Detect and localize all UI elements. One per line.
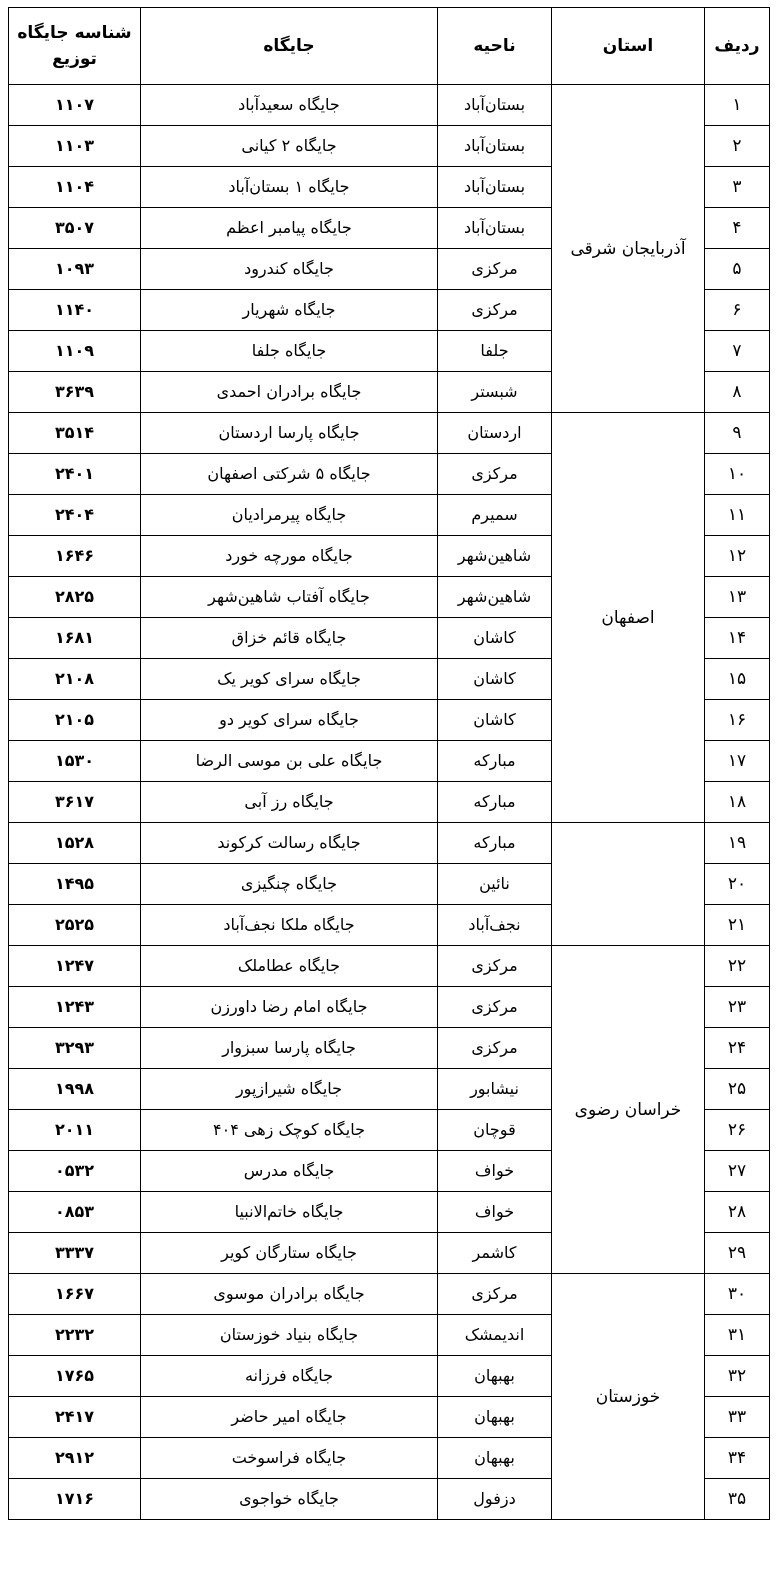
district-cell: نائین <box>438 864 552 905</box>
district-cell: بستان‌آباد <box>438 126 552 167</box>
station-cell: جایگاه برادران احمدی <box>141 372 438 413</box>
row-number-cell: ۲۲ <box>705 946 770 987</box>
station-cell: جایگاه سعیدآباد <box>141 85 438 126</box>
code-cell: ۱۶۸۱ <box>9 618 141 659</box>
row-number-cell: ۲۳ <box>705 987 770 1028</box>
row-number-cell: ۱۶ <box>705 700 770 741</box>
code-cell: ۰۸۵۳ <box>9 1192 141 1233</box>
code-cell: ۲۸۲۵ <box>9 577 141 618</box>
code-cell: ۲۴۰۱ <box>9 454 141 495</box>
district-cell: خواف <box>438 1151 552 1192</box>
station-cell: جایگاه خاتم‌الانبیا <box>141 1192 438 1233</box>
district-cell: بستان‌آباد <box>438 85 552 126</box>
row-number-cell: ۳۰ <box>705 1274 770 1315</box>
station-cell: جایگاه پیامبر اعظم <box>141 208 438 249</box>
row-number-cell: ۱۰ <box>705 454 770 495</box>
code-cell: ۱۴۹۵ <box>9 864 141 905</box>
station-cell: جایگاه فراسوخت <box>141 1438 438 1479</box>
station-cell: جایگاه ملکا نجف‌آباد <box>141 905 438 946</box>
code-cell: ۲۱۰۸ <box>9 659 141 700</box>
row-number-cell: ۳۴ <box>705 1438 770 1479</box>
row-number-cell: ۱۲ <box>705 536 770 577</box>
code-cell: ۳۶۱۷ <box>9 782 141 823</box>
header-code: شناسه جایگاه توزیع <box>9 8 141 85</box>
header-station: جایگاه <box>141 8 438 85</box>
row-number-cell: ۱ <box>705 85 770 126</box>
station-cell: جایگاه شیرازپور <box>141 1069 438 1110</box>
district-cell: مبارکه <box>438 823 552 864</box>
code-cell: ۱۷۱۶ <box>9 1479 141 1520</box>
district-cell: دزفول <box>438 1479 552 1520</box>
row-number-cell: ۳ <box>705 167 770 208</box>
code-cell: ۲۰۱۱ <box>9 1110 141 1151</box>
row-number-cell: ۸ <box>705 372 770 413</box>
code-cell: ۲۹۱۲ <box>9 1438 141 1479</box>
row-number-cell: ۲ <box>705 126 770 167</box>
row-number-cell: ۴ <box>705 208 770 249</box>
station-cell: جایگاه کندرود <box>141 249 438 290</box>
row-number-cell: ۲۸ <box>705 1192 770 1233</box>
province-cell <box>552 823 705 946</box>
district-cell: مرکزی <box>438 987 552 1028</box>
district-cell: اردستان <box>438 413 552 454</box>
table-row <box>9 85 770 126</box>
row-number-cell: ۱۸ <box>705 782 770 823</box>
code-cell: ۳۵۱۴ <box>9 413 141 454</box>
code-cell: ۲۴۱۷ <box>9 1397 141 1438</box>
row-number-cell: ۱۳ <box>705 577 770 618</box>
district-cell: قوچان <box>438 1110 552 1151</box>
code-cell: ۳۲۹۳ <box>9 1028 141 1069</box>
district-cell: جلفا <box>438 331 552 372</box>
station-cell: جایگاه ۱ بستان‌آباد <box>141 167 438 208</box>
row-number-cell: ۲۷ <box>705 1151 770 1192</box>
header-row-number: ردیف <box>705 8 770 85</box>
district-cell: خواف <box>438 1192 552 1233</box>
district-cell: بهبهان <box>438 1356 552 1397</box>
code-cell: ۱۵۳۰ <box>9 741 141 782</box>
station-cell: جایگاه ستارگان کویر <box>141 1233 438 1274</box>
district-cell: بستان‌آباد <box>438 167 552 208</box>
row-number-cell: ۲۶ <box>705 1110 770 1151</box>
station-cell: جایگاه ۵ شرکتی اصفهان <box>141 454 438 495</box>
row-number-cell: ۲۱ <box>705 905 770 946</box>
station-cell: جایگاه آفتاب شاهین‌شهر <box>141 577 438 618</box>
table-row <box>9 1274 770 1315</box>
station-cell: جایگاه رسالت کرکوند <box>141 823 438 864</box>
district-cell: کاشان <box>438 659 552 700</box>
district-cell: مرکزی <box>438 946 552 987</box>
row-number-cell: ۵ <box>705 249 770 290</box>
station-cell: جایگاه بنیاد خوزستان <box>141 1315 438 1356</box>
row-number-cell: ۱۵ <box>705 659 770 700</box>
code-cell: ۱۲۴۷ <box>9 946 141 987</box>
station-cell: جایگاه رز آبی <box>141 782 438 823</box>
row-number-cell: ۱۴ <box>705 618 770 659</box>
code-cell: ۱۵۲۸ <box>9 823 141 864</box>
code-cell: ۳۶۳۹ <box>9 372 141 413</box>
district-cell: بستان‌آباد <box>438 208 552 249</box>
station-cell: جایگاه خواجوی <box>141 1479 438 1520</box>
district-cell: شاهین‌شهر <box>438 577 552 618</box>
station-cell: جایگاه علی بن موسی الرضا <box>141 741 438 782</box>
station-cell: جایگاه قائم خزاق <box>141 618 438 659</box>
district-cell: نجف‌آباد <box>438 905 552 946</box>
district-cell: کاشمر <box>438 1233 552 1274</box>
code-cell: ۱۱۰۴ <box>9 167 141 208</box>
province-cell: خراسان رضوی <box>552 946 705 1274</box>
stations-table <box>8 7 770 1520</box>
station-cell: جایگاه کوچک زهی ۴۰۴ <box>141 1110 438 1151</box>
code-cell: ۱۶۶۷ <box>9 1274 141 1315</box>
district-cell: کاشان <box>438 700 552 741</box>
row-number-cell: ۱۷ <box>705 741 770 782</box>
station-cell: جایگاه برادران موسوی <box>141 1274 438 1315</box>
station-cell: جایگاه چنگیزی <box>141 864 438 905</box>
header-province: استان <box>552 8 705 85</box>
table-body <box>9 85 770 1520</box>
district-cell: شاهین‌شهر <box>438 536 552 577</box>
code-cell: ۱۶۴۶ <box>9 536 141 577</box>
station-cell: جایگاه ۲ کیانی <box>141 126 438 167</box>
row-number-cell: ۱۱ <box>705 495 770 536</box>
table-row <box>9 946 770 987</box>
code-cell: ۲۱۰۵ <box>9 700 141 741</box>
station-cell: جایگاه سرای کویر یک <box>141 659 438 700</box>
code-cell: ۱۹۹۸ <box>9 1069 141 1110</box>
station-cell: جایگاه پارسا سبزوار <box>141 1028 438 1069</box>
row-number-cell: ۹ <box>705 413 770 454</box>
province-cell: اصفهان <box>552 413 705 823</box>
row-number-cell: ۳۳ <box>705 1397 770 1438</box>
row-number-cell: ۲۰ <box>705 864 770 905</box>
district-cell: نیشابور <box>438 1069 552 1110</box>
station-cell: جایگاه امام رضا داورزن <box>141 987 438 1028</box>
district-cell: مرکزی <box>438 1274 552 1315</box>
row-number-cell: ۲۹ <box>705 1233 770 1274</box>
code-cell: ۱۷۶۵ <box>9 1356 141 1397</box>
station-cell: جایگاه سرای کویر دو <box>141 700 438 741</box>
code-cell: ۳۵۰۷ <box>9 208 141 249</box>
district-cell: اندیمشک <box>438 1315 552 1356</box>
code-cell: ۲۵۲۵ <box>9 905 141 946</box>
province-cell: آذربایجان شرقی <box>552 85 705 413</box>
province-cell: خوزستان <box>552 1274 705 1520</box>
station-cell: جایگاه پارسا اردستان <box>141 413 438 454</box>
row-number-cell: ۷ <box>705 331 770 372</box>
station-cell: جایگاه فرزانه <box>141 1356 438 1397</box>
district-cell: بهبهان <box>438 1438 552 1479</box>
district-cell: مرکزی <box>438 249 552 290</box>
code-cell: ۱۱۰۹ <box>9 331 141 372</box>
code-cell: ۲۴۰۴ <box>9 495 141 536</box>
code-cell: ۱۲۴۳ <box>9 987 141 1028</box>
code-cell: ۱۱۴۰ <box>9 290 141 331</box>
district-cell: کاشان <box>438 618 552 659</box>
district-cell: مبارکه <box>438 782 552 823</box>
row-number-cell: ۲۴ <box>705 1028 770 1069</box>
station-cell: جایگاه امیر حاضر <box>141 1397 438 1438</box>
district-cell: شبستر <box>438 372 552 413</box>
district-cell: مرکزی <box>438 1028 552 1069</box>
district-cell: بهبهان <box>438 1397 552 1438</box>
row-number-cell: ۳۲ <box>705 1356 770 1397</box>
station-cell: جایگاه جلفا <box>141 331 438 372</box>
table-row <box>9 413 770 454</box>
code-cell: ۲۲۳۲ <box>9 1315 141 1356</box>
table-row <box>9 823 770 864</box>
station-cell: جایگاه شهریار <box>141 290 438 331</box>
district-cell: سمیرم <box>438 495 552 536</box>
code-cell: ۳۳۳۷ <box>9 1233 141 1274</box>
district-cell: مرکزی <box>438 454 552 495</box>
table-header-row <box>9 8 770 85</box>
station-cell: جایگاه پیرمرادیان <box>141 495 438 536</box>
station-cell: جایگاه مورچه خورد <box>141 536 438 577</box>
station-cell: جایگاه مدرس <box>141 1151 438 1192</box>
row-number-cell: ۳۱ <box>705 1315 770 1356</box>
district-cell: مرکزی <box>438 290 552 331</box>
code-cell: ۰۵۳۲ <box>9 1151 141 1192</box>
code-cell: ۱۱۰۷ <box>9 85 141 126</box>
row-number-cell: ۲۵ <box>705 1069 770 1110</box>
code-cell: ۱۱۰۳ <box>9 126 141 167</box>
station-cell: جایگاه عطاملک <box>141 946 438 987</box>
row-number-cell: ۶ <box>705 290 770 331</box>
row-number-cell: ۱۹ <box>705 823 770 864</box>
row-number-cell: ۳۵ <box>705 1479 770 1520</box>
header-district: ناحیه <box>438 8 552 85</box>
district-cell: مبارکه <box>438 741 552 782</box>
code-cell: ۱۰۹۳ <box>9 249 141 290</box>
